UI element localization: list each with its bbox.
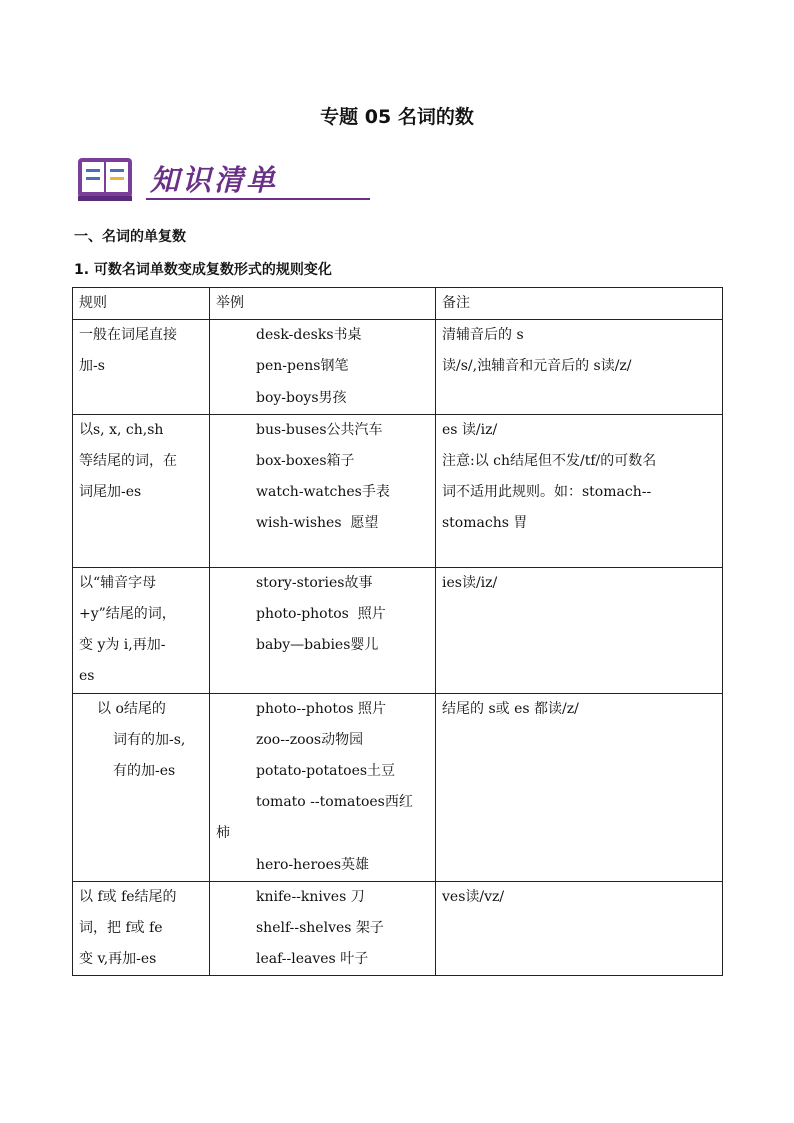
rule-cell	[73, 320, 210, 415]
rule-line: 一般在词尾直接	[79, 327, 177, 344]
note-line: 读/s/,浊辅音和元音后的 s读/z/	[442, 358, 632, 375]
example-line: pen-pens钢笔	[256, 358, 349, 375]
rule-cell	[73, 567, 210, 693]
example-line: knife--knives 刀	[256, 888, 365, 905]
example-cell	[210, 567, 436, 693]
example-line: baby—babies婴儿	[256, 637, 379, 654]
plural-rules-table	[72, 287, 723, 976]
rule-cell	[73, 881, 210, 976]
rule-line: 加-s	[79, 358, 105, 375]
example-line: photo--photos 照片	[256, 700, 387, 717]
note-cell	[436, 693, 723, 881]
rule-line: 词尾加-es	[79, 484, 142, 501]
rule-line: 等结尾的词，在	[79, 453, 177, 470]
note-line: 注意:以 ch结尾但不发/tf/的可数名	[442, 453, 657, 470]
example-line: photo-photos 照片	[256, 606, 386, 623]
table-row	[73, 320, 723, 415]
header-rule: 规则	[73, 288, 210, 320]
banner-underline	[146, 198, 370, 200]
book-icon	[76, 154, 136, 204]
note-line: ves读/vz/	[442, 888, 505, 905]
rule-cell	[73, 414, 210, 567]
subsection-heading: 1. 可数名词单数变成复数形式的规则变化	[74, 262, 332, 278]
example-line: potato-potatoes土豆	[256, 763, 396, 780]
rule-line: 以 o结尾的	[97, 700, 166, 717]
header-note: 备注	[436, 288, 723, 320]
table-row	[73, 693, 723, 881]
rule-cell	[73, 693, 210, 881]
rule-line: 变 v,再加-es	[79, 951, 157, 968]
note-line: 清辅音后的 s	[442, 327, 524, 344]
rule-line: 以“辅音字母	[79, 574, 157, 591]
rule-line: 词，把 f或 fe	[79, 920, 163, 937]
example-cell	[210, 881, 436, 976]
header-example: 举例	[210, 288, 436, 320]
table-header-row	[73, 288, 723, 320]
table-row	[73, 881, 723, 976]
rule-line: 以 f或 fe结尾的	[79, 888, 177, 905]
example-line: desk-desks书桌	[256, 327, 362, 344]
table-row	[73, 567, 723, 693]
rule-line: +y”结尾的词，	[79, 606, 176, 623]
example-line: bus-buses公共汽车	[256, 421, 383, 438]
example-line: wish-wishes 愿望	[256, 515, 379, 532]
example-line: hero-heroes英雄	[256, 856, 370, 873]
example-line: story-stories故事	[256, 574, 373, 591]
rule-line: 以s, x, ch,sh	[79, 421, 164, 438]
rule-line: 变 y为 i,再加-	[79, 637, 166, 654]
rule-line: es	[79, 668, 95, 685]
note-cell	[436, 320, 723, 415]
banner-title: 知识清单	[150, 163, 279, 197]
note-cell	[436, 414, 723, 567]
example-cell	[210, 414, 436, 567]
note-cell	[436, 881, 723, 976]
example-cell	[210, 320, 436, 415]
example-line: box-boxes箱子	[256, 453, 355, 470]
example-line: watch-watches手表	[256, 484, 390, 501]
example-line: 柿	[216, 825, 230, 842]
table-row	[73, 414, 723, 567]
section-heading: 一、名词的单复数	[74, 229, 186, 245]
example-line: leaf--leaves 叶子	[256, 951, 369, 968]
note-cell	[436, 567, 723, 693]
example-line: boy-boys男孩	[256, 389, 347, 406]
example-line: shelf--shelves 架子	[256, 920, 384, 937]
rule-line: 词有的加-s,	[113, 731, 186, 748]
note-line: stomachs 胃	[442, 515, 528, 532]
note-line: 词不适用此规则。如：stomach--	[442, 484, 652, 501]
example-cell	[210, 693, 436, 881]
note-line: ies读/iz/	[442, 574, 498, 591]
rule-line: 有的加-es	[113, 763, 176, 780]
knowledge-banner	[76, 152, 300, 204]
page-title: 专题 05 名词的数	[320, 106, 474, 128]
note-line: 结尾的 s或 es 都读/z/	[442, 700, 579, 717]
example-line: tomato --tomatoes西红	[256, 794, 413, 811]
note-line: es 读/iz/	[442, 421, 498, 438]
example-line: zoo--zoos动物园	[256, 731, 364, 748]
